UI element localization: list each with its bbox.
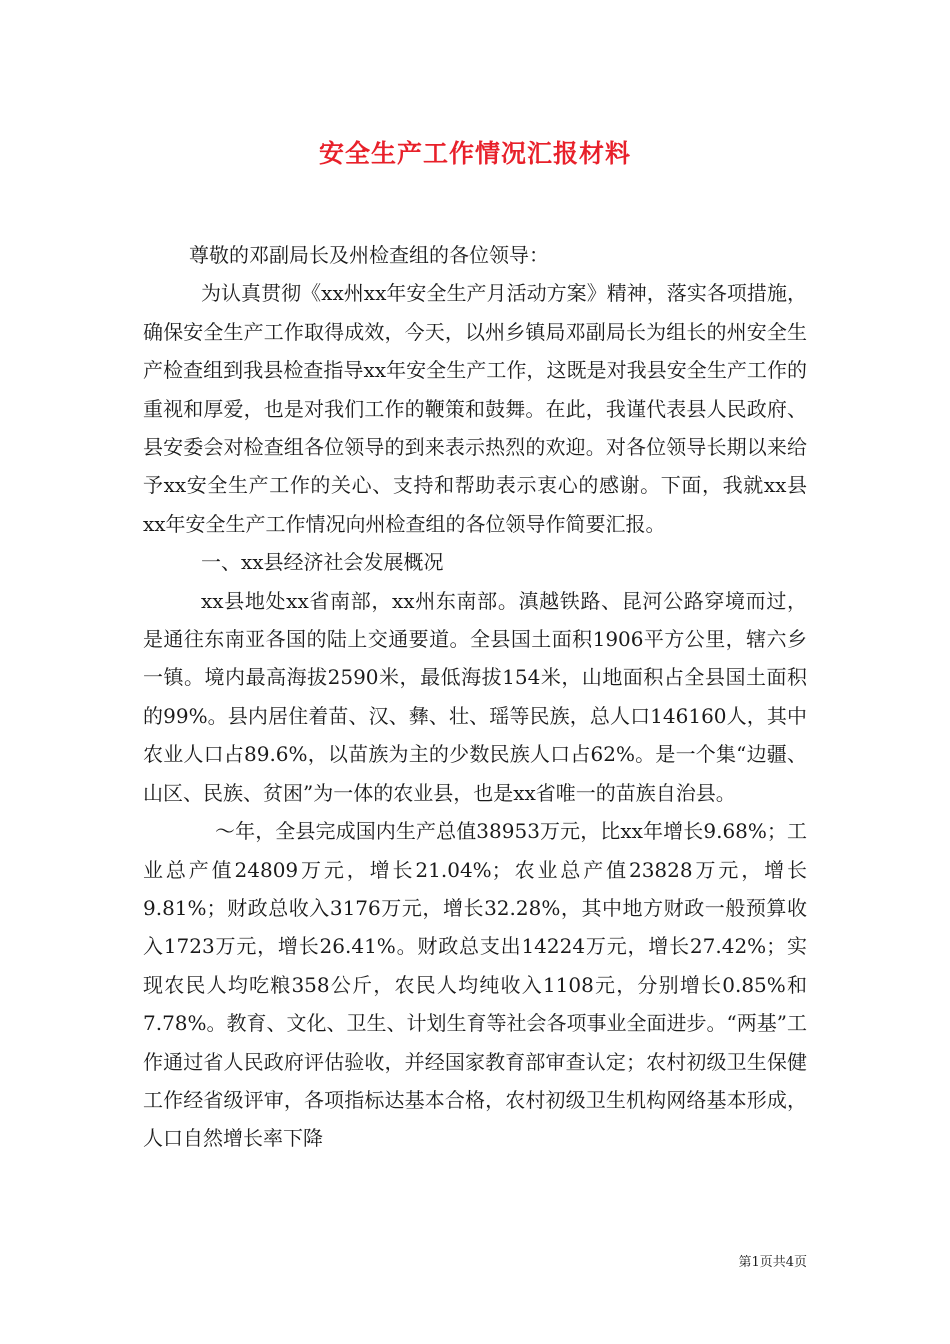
page-number: 第1页共4页 xyxy=(738,1255,807,1270)
document-title: 安全生产工作情况汇报材料 xyxy=(318,139,631,168)
document-body xyxy=(143,236,807,1158)
section-heading: 一、xx县经济社会发展概况 xyxy=(201,550,444,575)
greeting-line: 尊敬的邓副局长及州检查组的各位领导： xyxy=(189,243,549,267)
intro-paragraph: 为认真贯彻《xx州xx年安全生产月活动方案》精神，落实各项措施，确保安全生产工作取得成效，今天，以州乡镇局邓副局长为组长的州安全生产检查组到我县检查指导xx年安全生产工作，这既是对我县安全生产工作的重视和厚爱，也是对我们工作的鞭策和鼓舞。在此，我谨代表县人民政府、县安委会对检查组各位领导的到来表示热烈的欢迎。对各位领导长期以来给予xx安全生产工作的关心、支持和帮助表示衷心的感谢。下面，我就xx县xx年安全生产工作情况向州检查组的各位领导作简要汇报。 xyxy=(143,281,807,536)
overview-paragraph: xx县地处xx省南部，xx州东南部。滇越铁路、昆河公路穿境而过，是通往东南亚各国的陆上交通要道。全县国土面积1906平方公里，辖六乡一镇。境内最高海拔2590米，最低海拔154米，山地面积占全县国土面积的99%。县内居住着苗、汉、彝、壮、瑶等民族，总人口146160人，其中农业人口占89.6%，以苗族为主的少数民族人口占62%。是一个集“边疆、山区、民族、贫困”为一体的农业县，也是xx省唯一的苗族自治县。 xyxy=(143,588,807,805)
economy-paragraph: ～年，全县完成国内生产总值38953万元，比xx年增长9.68%；工业总产值24809万元，增长21.04%；农业总产值23828万元，增长9.81%；财政总收入3176万元，增长32.28%，其中地方财政一般预算收入1723万元，增长26.41%。财政总支出14224万元，增长27.42%；实现农民人均吃粮358公斤，农民人均纯收入1108元，分别增长0.85%和7.78%。教育、文化、卫生、计划生育等社会各项事业全面进步。“两基”工作通过省人民政府评估验收，并经国家教育部审查认定；农村初级卫生保健工作经省级评审，各项指标达基本合格，农村初级卫生机构网络基本形成，人口自然增长率下降 xyxy=(143,819,807,1151)
